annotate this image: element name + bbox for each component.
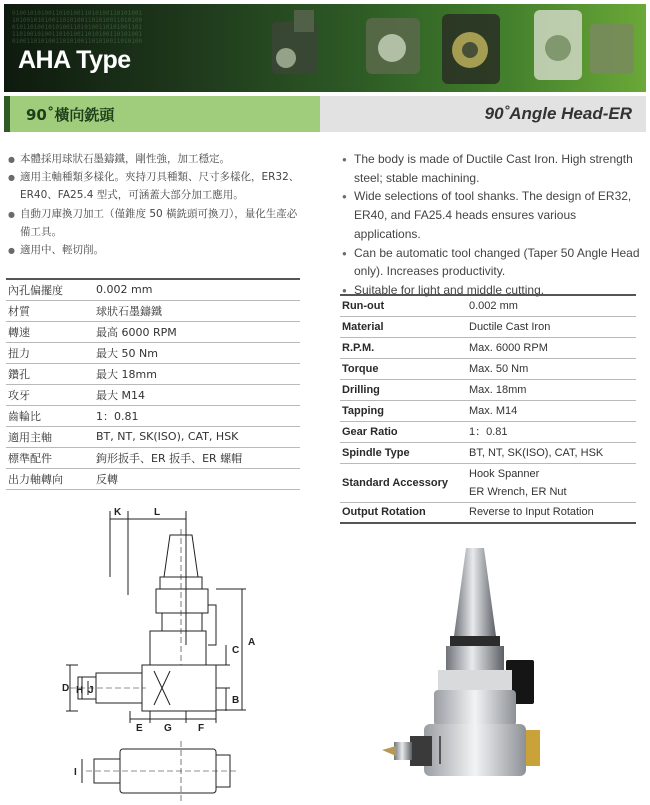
spec-label: 攻牙 xyxy=(6,384,88,405)
dim-label-b: B xyxy=(232,695,240,706)
features-zh-list xyxy=(8,150,306,259)
spec-value: Max. 18mm xyxy=(466,379,636,400)
table-row xyxy=(340,463,636,502)
table-row xyxy=(340,400,636,421)
feature-zh-item: ● 適用中、輕切削。 xyxy=(8,241,306,259)
spec-label: 齒輪比 xyxy=(6,405,88,426)
page-title: AHA Type xyxy=(18,46,131,74)
table-row xyxy=(340,295,636,316)
section-title-en: 90˚Angle Head-ER xyxy=(484,104,632,123)
table-row xyxy=(340,502,636,523)
spec-value: Max. M14 xyxy=(466,400,636,421)
spec-label: R.P.M. xyxy=(340,337,466,358)
features-en-list xyxy=(342,150,646,300)
spec-value: 最高 6000 RPM xyxy=(88,321,300,342)
table-row xyxy=(6,363,300,384)
dim-label-e: E xyxy=(136,723,143,734)
spec-value: Max. 6000 RPM xyxy=(466,337,636,358)
dim-label-d: D xyxy=(62,683,70,694)
table-row xyxy=(6,468,300,489)
spec-label: Spindle Type xyxy=(340,442,466,463)
dim-label-c: C xyxy=(232,645,240,656)
section-header xyxy=(4,96,646,132)
spec-value: 鉤形扳手、ER 扳手、ER 螺帽 xyxy=(88,447,300,468)
angle-head-photo xyxy=(380,540,570,800)
spec-label: Drilling xyxy=(340,379,466,400)
section-title-zh: 90˚橫向銑頭 xyxy=(26,106,115,124)
spec-table-zh xyxy=(6,278,300,490)
spec-value: Ductile Cast Iron xyxy=(466,316,636,337)
table-row xyxy=(6,342,300,363)
spec-value xyxy=(466,463,636,502)
dim-label-f: F xyxy=(198,723,205,734)
feature-zh-item: ● 自動刀庫換刀加工（僅錐度 50 橫銑頭可換刀），量化生產必備工具。 xyxy=(8,205,306,241)
feature-en-item: ● Wide selections of tool shanks. The design of ER32, ER40, and FA25.4 heads ensures various applications. xyxy=(342,187,646,243)
dim-label-a: A xyxy=(248,637,256,648)
binary-pattern: 010010101001101010011010100110101001 101001010100110101001101010011010100 010110100101010011010100110101001101 110100101001101010011010100110101001 010011010100110101001101010011010100 xyxy=(12,10,143,45)
table-row xyxy=(340,358,636,379)
spec-label: 轉速 xyxy=(6,321,88,342)
spec-value: BT, NT, SK(ISO), CAT, HSK xyxy=(88,426,300,447)
spec-label: 適用主軸 xyxy=(6,426,88,447)
spec-label: 標準配件 xyxy=(6,447,88,468)
spec-label: Standard Accessory xyxy=(340,463,466,502)
dim-label-g: G xyxy=(164,723,172,734)
table-row xyxy=(6,384,300,405)
spec-label: 出力軸轉向 xyxy=(6,468,88,489)
table-row xyxy=(340,379,636,400)
dim-label-i: I xyxy=(74,767,77,778)
dim-label-j: J xyxy=(88,685,94,696)
spec-value: Max. 50 Nm xyxy=(466,358,636,379)
spec-label: 鑽孔 xyxy=(6,363,88,384)
feature-en-item: ● Can be automatic tool changed (Taper 50 Angle Head only). Increases productivity. xyxy=(342,244,646,281)
spec-value: 1：0.81 xyxy=(88,405,300,426)
spec-label: Run-out xyxy=(340,295,466,316)
table-row xyxy=(6,279,300,300)
spec-value-line: ER Wrench, ER Nut xyxy=(469,485,567,498)
section-header-accent xyxy=(4,96,10,132)
spec-value: BT, NT, SK(ISO), CAT, HSK xyxy=(466,442,636,463)
spec-value: Reverse to Input Rotation xyxy=(466,502,636,523)
table-row xyxy=(6,321,300,342)
feature-en-item: ● Suitable for light and middle cutting. xyxy=(342,281,646,300)
spec-value: 反轉 xyxy=(88,468,300,489)
table-row xyxy=(6,447,300,468)
table-row xyxy=(340,316,636,337)
spec-label: 材質 xyxy=(6,300,88,321)
feature-zh-item: ● 本體採用球狀石墨鑄鐵，剛性強，加工穩定。 xyxy=(8,150,306,168)
spec-value: 最大 50 Nm xyxy=(88,342,300,363)
feature-en-item: ● The body is made of Ductile Cast Iron. High strength steel; stable machining. xyxy=(342,150,646,187)
spec-value: 球狀石墨鑄鐵 xyxy=(88,300,300,321)
spec-label: 扭力 xyxy=(6,342,88,363)
table-row xyxy=(6,300,300,321)
spec-value-line: Hook Spanner xyxy=(469,467,540,480)
dim-label-k: K xyxy=(114,507,122,518)
table-row xyxy=(340,337,636,358)
spec-value: 最大 18mm xyxy=(88,363,300,384)
table-row xyxy=(6,426,300,447)
spec-label: Tapping xyxy=(340,400,466,421)
spec-label: 內孔偏擺度 xyxy=(6,279,88,300)
table-row xyxy=(6,405,300,426)
spec-value: 最大 M14 xyxy=(88,384,300,405)
spec-table-en xyxy=(340,294,636,524)
header-banner xyxy=(4,4,646,92)
spec-value: 1：0.81 xyxy=(466,421,636,442)
dim-label-l: L xyxy=(154,507,161,518)
spec-value: 0.002 mm xyxy=(88,279,300,300)
feature-zh-item: ● 適用主軸種類多樣化。夾持刀具種類、尺寸多樣化，ER32、ER40、FA25.4 型式，可涵蓋大部分加工應用。 xyxy=(8,168,306,204)
table-row xyxy=(340,442,636,463)
spec-label: Output Rotation xyxy=(340,502,466,523)
spec-value: 0.002 mm xyxy=(466,295,636,316)
technical-drawing xyxy=(62,505,266,805)
spec-label: Gear Ratio xyxy=(340,421,466,442)
spec-label: Material xyxy=(340,316,466,337)
table-row xyxy=(340,421,636,442)
spec-label: Torque xyxy=(340,358,466,379)
dim-label-h: H xyxy=(76,685,84,696)
